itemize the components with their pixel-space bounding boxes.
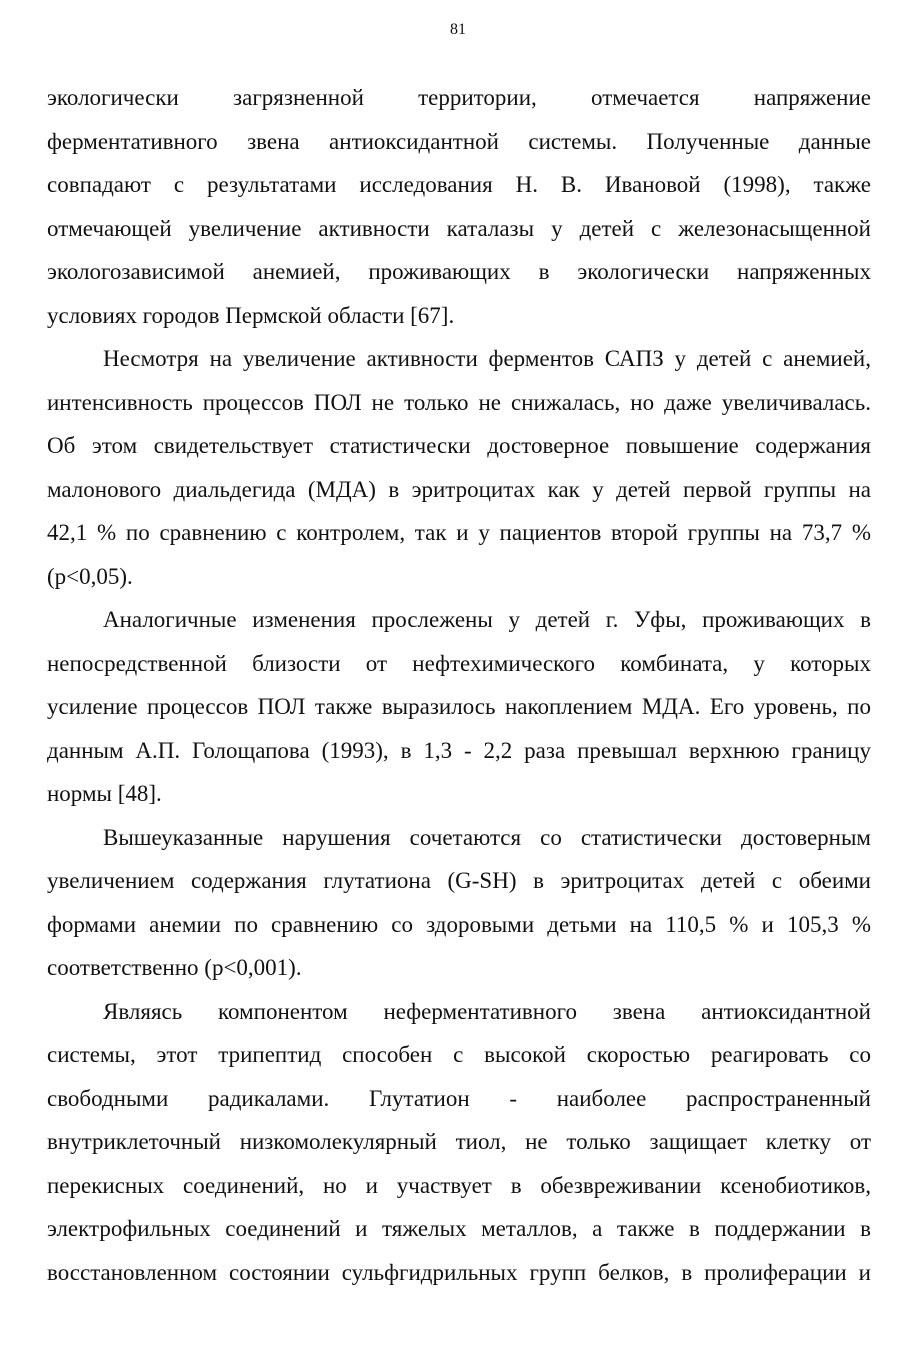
text-line: Вышеуказанные нарушения сочетаются со статистически достоверным: [103, 824, 871, 850]
text-line: свободными радикалами. Глутатион - наиболее распространенный: [47, 1085, 871, 1111]
text-line: электрофильных соединений и тяжелых металлов, а также в поддержании в: [47, 1216, 871, 1241]
paragraph-p3: [47, 598, 871, 816]
paragraph-p4: [47, 816, 871, 990]
text-line: нормы [48].: [47, 781, 162, 806]
text-line: экологозависимой анемией, проживающих в экологически напряженных: [47, 259, 871, 284]
text-line: Об этом свидетельствует статистически достоверное повышение содержания: [47, 433, 871, 458]
text-line: внутриклеточный низкомолекулярный тиол, не только защищает клетку от: [47, 1129, 871, 1154]
text-line: Являясь компонентом неферментативного звена антиоксидантной: [103, 998, 871, 1024]
text-line: совпадают с результатами исследования Н. В. Ивановой (1998), также: [47, 172, 871, 197]
paragraph-p2: [47, 337, 871, 598]
text-line: Аналогичные изменения прослежены у детей г. Уфы, проживающих в: [103, 607, 871, 632]
body-text: [47, 76, 871, 1294]
text-line: непосредственной близости от нефтехимического комбината, у которых: [47, 650, 871, 676]
text-line: малонового диальдегида (МДА) в эритроцитах как у детей первой группы на: [47, 476, 871, 502]
paragraph-p5: [47, 990, 871, 1295]
text-line: (р<0,05).: [47, 563, 133, 589]
text-line: увеличением содержания глутатиона (G-SH) в эритроцитах детей с обеими: [47, 868, 871, 893]
text-line: формами анемии по сравнению со здоровыми детьми на 110,5 % и 105,3 %: [47, 911, 871, 937]
text-line: 42,1 % по сравнению с контролем, так и у пациентов второй группы на 73,7 %: [47, 520, 871, 545]
text-line: интенсивность процессов ПОЛ не только не снижалась, но даже увеличивалась.: [47, 389, 871, 415]
text-line: восстановленном состоянии сульфгидрильных групп белков, в пролиферации и: [47, 1259, 871, 1285]
text-line: системы, этот трипептид способен с высокой скоростью реагировать со: [47, 1042, 871, 1067]
text-line: перекисных соединений, но и участвует в обезвреживании ксенобиотиков,: [47, 1172, 871, 1198]
text-line: Несмотря на увеличение активности ферментов САПЗ у детей с анемией,: [103, 346, 871, 371]
text-line: экологически загрязненной территории, отмечается напряжение: [47, 85, 871, 110]
text-line: условиях городов Пермской области [67].: [47, 302, 455, 328]
text-line: отмечающей увеличение активности каталазы у детей с железонасыщенной: [47, 215, 871, 241]
text-line: данным А.П. Голощапова (1993), в 1,3 - 2,2 раза превышал верхнюю границу: [47, 737, 871, 763]
paragraph-p1: [47, 76, 871, 337]
text-line: соответственно (р<0,001).: [47, 955, 302, 980]
page-number: 81: [450, 21, 466, 38]
text-line: усиление процессов ПОЛ также выразилось накоплением МДА. Его уровень, по: [47, 694, 871, 719]
text-line: ферментативного звена антиоксидантной системы. Полученные данные: [47, 128, 871, 154]
